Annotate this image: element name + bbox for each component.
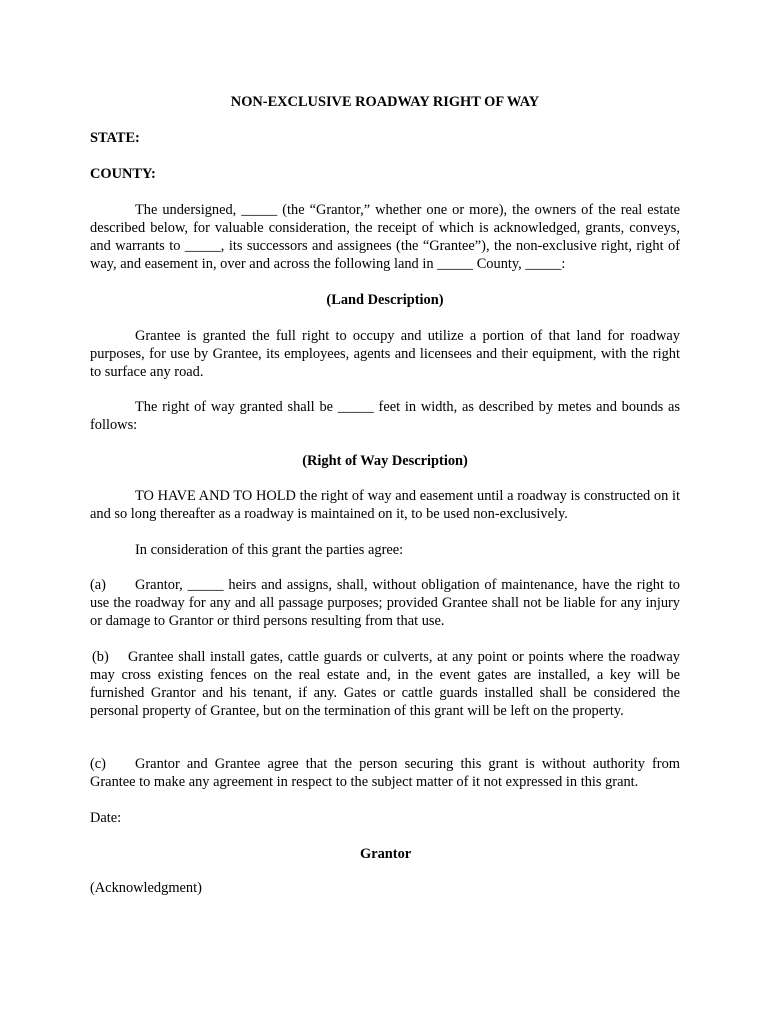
grantor-label: Grantor <box>360 846 412 862</box>
width-paragraph: The right of way granted shall be _____ feet in width, as described by metes and bounds as follows: <box>90 399 680 433</box>
clause-b <box>90 648 680 720</box>
date-label: Date: <box>90 810 122 826</box>
grant-paragraph: The undersigned, _____ (the “Grantor,” whether one or more), the owners of the real estate described below, for valuable consideration, the receipt of which is acknowledged, grants, conveys, and warrants to _____, its successors and assignees (the “Grantee”), the non-exclusive right, right of way, and easement in, over and across the following land in _____ County, _____: <box>90 202 680 272</box>
use-paragraph: Grantee is granted the full right to occupy and utilize a portion of that land for roadway purposes, for use by Grantee, its employees, agents and licensees and their equipment, with the right to surface any road. <box>90 328 680 380</box>
habendum-paragraph: TO HAVE AND TO HOLD the right of way and easement until a roadway is constructed on it and so long thereafter as a roadway is maintained on it, to be used non-exclusively. <box>90 488 680 522</box>
state-label: STATE: <box>90 130 140 146</box>
clause-b-label: (b) <box>92 649 109 665</box>
land-description-heading: (Land Description) <box>326 292 444 308</box>
acknowledgment-label: (Acknowledgment) <box>90 880 202 896</box>
right-of-way-description-heading: (Right of Way Description) <box>302 453 468 469</box>
clause-a <box>90 576 680 630</box>
county-label: COUNTY: <box>90 166 156 182</box>
clause-c <box>90 755 680 791</box>
clause-b-text: Grantee shall install gates, cattle guards or culverts, at any point or points where the roadway may cross existing fences on the real estate and, in the event gates are installed, a key will be furnished Grantor and his tenant, if any. Gates or cattle guards installed shall be considered the personal property of Grantee, but on the termination of this grant will be left on the property. <box>90 649 680 719</box>
clause-c-label: (c) <box>90 756 106 772</box>
clause-c-text: Grantor and Grantee agree that the person securing this grant is without authority from Grantee to make any agreement in respect to the subject matter of it not expressed in this grant. <box>90 756 680 790</box>
document-title: NON-EXCLUSIVE ROADWAY RIGHT OF WAY <box>230 94 540 110</box>
clause-a-label: (a) <box>90 577 106 593</box>
clause-a-text: Grantor, _____ heirs and assigns, shall, without obligation of maintenance, have the right to use the roadway for any and all passage purposes; provided Grantee shall not be liable for any injury or damage to Grantor or third persons resulting from that use. <box>90 577 680 629</box>
consideration-paragraph: In consideration of this grant the parties agree: <box>135 542 404 558</box>
